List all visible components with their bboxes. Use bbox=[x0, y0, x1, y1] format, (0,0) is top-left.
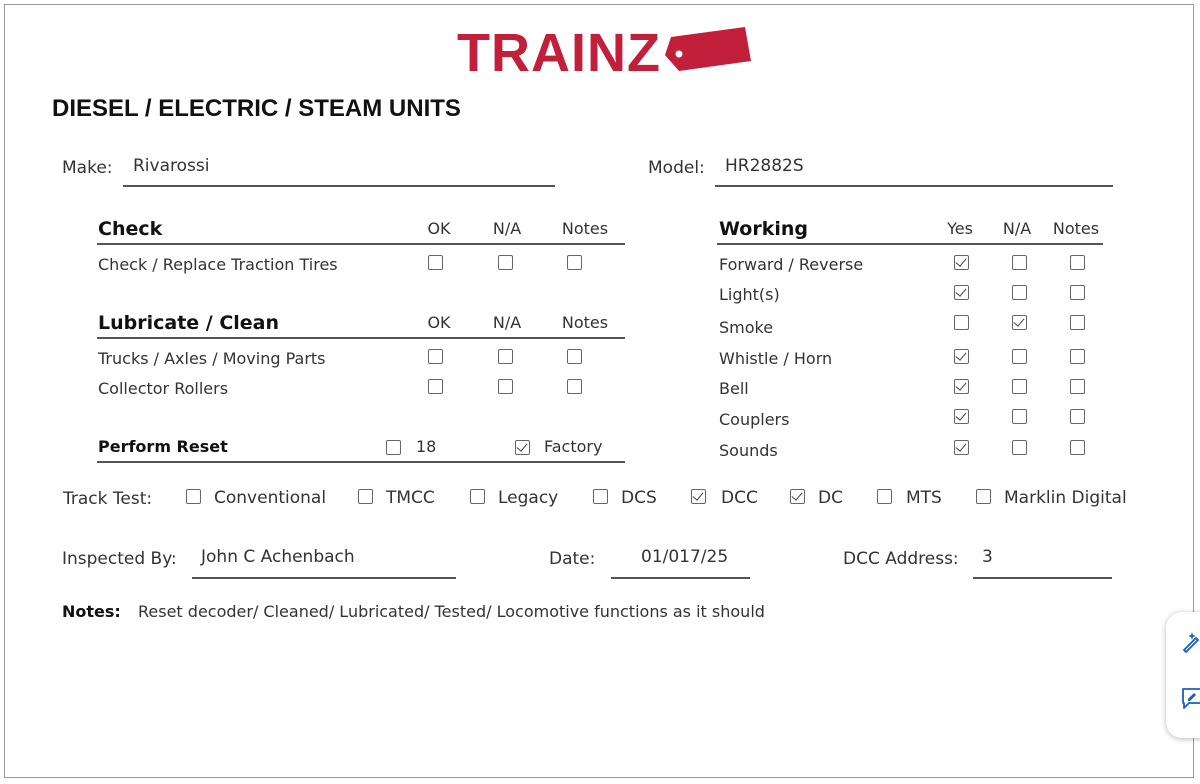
reset-option-label: 18 bbox=[416, 437, 437, 456]
reset-option-label: Factory bbox=[544, 437, 603, 456]
notes-label: Notes: bbox=[62, 602, 121, 621]
lubricate-col-ok: OK bbox=[427, 313, 451, 332]
checkbox[interactable] bbox=[1012, 409, 1027, 424]
check-row-label: Check / Replace Traction Tires bbox=[98, 255, 338, 274]
working-row-label: Light(s) bbox=[719, 285, 780, 304]
lubricate-row-label: Trucks / Axles / Moving Parts bbox=[98, 349, 326, 368]
checkbox-checked[interactable] bbox=[954, 409, 969, 424]
checkbox[interactable] bbox=[567, 379, 582, 394]
date-label: Date: bbox=[549, 549, 596, 569]
working-row-label: Couplers bbox=[719, 410, 790, 429]
checkbox[interactable] bbox=[1012, 255, 1027, 270]
checkbox-checked[interactable] bbox=[954, 440, 969, 455]
notes-value[interactable]: Reset decoder/ Cleaned/ Lubricated/ Tested/ Locomotive functions as it should bbox=[138, 602, 765, 621]
checkbox[interactable] bbox=[877, 489, 892, 504]
logo-text: TRAINZ bbox=[457, 23, 661, 77]
working-row-label: Whistle / Horn bbox=[719, 349, 833, 368]
track-option-label: DCS bbox=[621, 488, 657, 508]
model-label: Model: bbox=[648, 158, 705, 178]
date-value[interactable]: 01/017/25 bbox=[641, 547, 729, 567]
track-option-label: Conventional bbox=[214, 488, 327, 508]
checkbox[interactable] bbox=[498, 255, 513, 270]
checkbox[interactable] bbox=[1012, 440, 1027, 455]
checkbox[interactable] bbox=[567, 255, 582, 270]
lubricate-heading: Lubricate / Clean bbox=[98, 312, 280, 334]
inspected-by-value[interactable]: John C Achenbach bbox=[201, 547, 355, 567]
working-rule bbox=[717, 243, 1103, 245]
lubricate-col-notes: Notes bbox=[561, 313, 609, 332]
inspected-by-underline bbox=[192, 577, 456, 579]
checkbox[interactable] bbox=[428, 379, 443, 394]
check-rule bbox=[97, 243, 625, 245]
checkbox[interactable] bbox=[1070, 440, 1085, 455]
working-heading: Working bbox=[719, 218, 808, 240]
checkbox[interactable] bbox=[1070, 349, 1085, 364]
check-heading: Check bbox=[98, 218, 163, 240]
checkbox-checked[interactable] bbox=[954, 285, 969, 300]
working-col-yes: Yes bbox=[947, 219, 973, 238]
checkbox[interactable] bbox=[1070, 409, 1085, 424]
track-option-label: Marklin Digital bbox=[1004, 488, 1127, 508]
check-col-na: N/A bbox=[492, 219, 522, 238]
checkbox[interactable] bbox=[1070, 255, 1085, 270]
working-col-notes: Notes bbox=[1052, 219, 1100, 238]
checkbox[interactable] bbox=[1070, 315, 1085, 330]
checkbox-checked[interactable] bbox=[790, 489, 805, 504]
checkbox-checked[interactable] bbox=[691, 489, 706, 504]
model-value[interactable]: HR2882S bbox=[725, 156, 804, 176]
inspected-by-label: Inspected By: bbox=[62, 549, 177, 569]
track-option-label: TMCC bbox=[386, 488, 435, 508]
checkbox[interactable] bbox=[498, 379, 513, 394]
track-option-label: MTS bbox=[906, 488, 942, 508]
checkbox[interactable] bbox=[498, 349, 513, 364]
date-underline bbox=[611, 577, 750, 579]
make-underline bbox=[123, 185, 555, 187]
side-tools-panel bbox=[1166, 612, 1200, 738]
trainz-logo bbox=[457, 23, 757, 81]
lubricate-row-label: Collector Rollers bbox=[98, 379, 229, 398]
check-col-ok: OK bbox=[427, 219, 451, 238]
working-row-label: Smoke bbox=[719, 318, 774, 337]
checkbox[interactable] bbox=[1012, 379, 1027, 394]
reset-rule bbox=[97, 461, 625, 463]
checkbox[interactable] bbox=[1012, 285, 1027, 300]
checkbox[interactable] bbox=[954, 315, 969, 330]
checkbox[interactable] bbox=[358, 489, 373, 504]
checkbox[interactable] bbox=[428, 255, 443, 270]
track-option-label: DC bbox=[818, 488, 843, 508]
checkbox[interactable] bbox=[567, 349, 582, 364]
perform-reset-label: Perform Reset bbox=[98, 437, 228, 456]
comment-edit-icon[interactable] bbox=[1180, 686, 1200, 710]
checkbox[interactable] bbox=[1070, 379, 1085, 394]
checkbox-checked[interactable] bbox=[515, 440, 530, 455]
track-test-label: Track Test: bbox=[63, 489, 153, 509]
checkbox[interactable] bbox=[386, 440, 401, 455]
working-row-label: Sounds bbox=[719, 441, 778, 460]
dcc-address-label: DCC Address: bbox=[843, 549, 959, 569]
working-row-label: Bell bbox=[719, 379, 749, 398]
working-col-na: N/A bbox=[1002, 219, 1032, 238]
model-underline bbox=[715, 185, 1113, 187]
checkbox[interactable] bbox=[1070, 285, 1085, 300]
checkbox[interactable] bbox=[976, 489, 991, 504]
check-col-notes: Notes bbox=[561, 219, 609, 238]
checkbox-checked[interactable] bbox=[954, 379, 969, 394]
lubricate-col-na: N/A bbox=[492, 313, 522, 332]
track-option-label: DCC bbox=[721, 488, 758, 508]
checkbox-checked[interactable] bbox=[954, 255, 969, 270]
checkbox-checked[interactable] bbox=[954, 349, 969, 364]
sparkle-pen-icon[interactable] bbox=[1180, 630, 1200, 654]
checkbox-checked[interactable] bbox=[1012, 315, 1027, 330]
checkbox[interactable] bbox=[1012, 349, 1027, 364]
checkbox[interactable] bbox=[470, 489, 485, 504]
checkbox[interactable] bbox=[593, 489, 608, 504]
checkbox[interactable] bbox=[428, 349, 443, 364]
working-row-label: Forward / Reverse bbox=[719, 255, 864, 274]
form-page bbox=[4, 4, 1194, 778]
make-label: Make: bbox=[62, 158, 113, 178]
track-option-label: Legacy bbox=[498, 488, 559, 508]
make-value[interactable]: Rivarossi bbox=[133, 156, 210, 176]
lubricate-rule bbox=[97, 337, 625, 339]
dcc-address-underline bbox=[973, 577, 1112, 579]
dcc-address-value[interactable]: 3 bbox=[982, 547, 993, 567]
page-title: DIESEL / ELECTRIC / STEAM UNITS bbox=[52, 95, 461, 122]
checkbox[interactable] bbox=[186, 489, 201, 504]
